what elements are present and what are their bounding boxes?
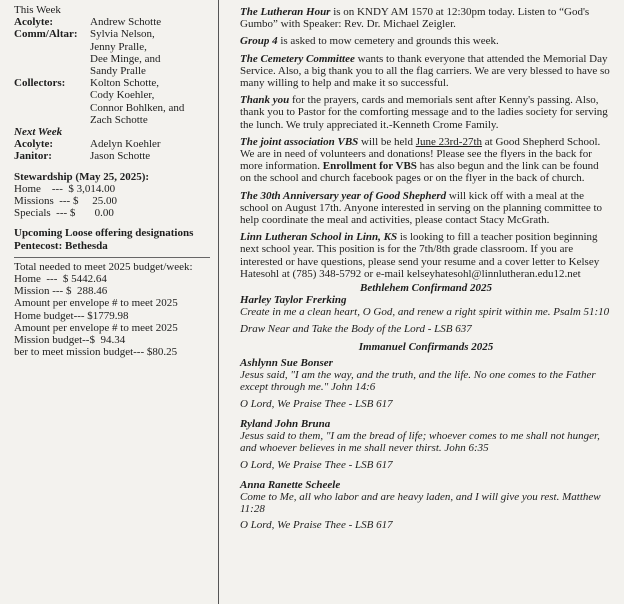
duty-row [14, 138, 208, 150]
duty-name: Dee Minge, and [90, 52, 161, 65]
announcement-lead: Linn Lutheran School in Linn, KS [240, 231, 398, 244]
vbs-enrollment: Enrollment for VBS [322, 160, 417, 173]
confirmand-hymn: O Lord, We Praise Thee - LSB 617 [240, 397, 393, 410]
confirmand-name: Harley Taylor Frerking [240, 294, 347, 307]
duty-role: Janitor: [14, 150, 52, 163]
announcement-text: will kick off with a meal at the school on August 17th. Anyone interested in serving on the planning committee to help coordinate the meal and activities, please contact Stacy McGrath. [240, 189, 603, 227]
duty-row [14, 150, 208, 162]
budget-line: Mission --- $ 288.46 [14, 285, 108, 298]
confirmand-verse: Jesus said to them, "I am the bread of life; whoever comes to me shall not hunger, and whoever believes in me shall never thirst. John 6:35 [240, 430, 600, 455]
duty-names [90, 16, 208, 28]
announcement-lead: The joint association VBS [240, 135, 359, 148]
column-divider [218, 0, 219, 604]
loose-offering-title: Upcoming Loose offering designations [14, 227, 194, 240]
confirmand-name: Anna Ranette Scheele [240, 478, 341, 491]
announcement-linn-lutheran [240, 231, 612, 280]
duty-names [90, 77, 208, 126]
duty-role: Comm/Altar: [14, 28, 78, 41]
announcement-lead: The Cemetery Committee [240, 52, 355, 65]
budget-line: Mission budget--$ 94.34 [14, 334, 126, 347]
duty-name: Jason Schotte [90, 150, 151, 163]
announcement-lead: Thank you [240, 94, 290, 107]
duty-name: Adelyn Koehler [90, 138, 161, 151]
duty-role: Collectors: [14, 77, 66, 90]
announcement-text: wants to thank everyone that attended the Memorial Day Service. Also, a big thank you to all the flag carriers. We are very blessed to have so many willing to help and make it so successful. [240, 52, 610, 90]
duty-name: Jenny Pralle, [90, 40, 147, 53]
duty-names [90, 28, 208, 77]
budget-line: Total needed to meet 2025 budget/week: [14, 260, 193, 273]
duty-row [14, 16, 208, 28]
right-column [240, 6, 612, 532]
budget-line: Amount per envelope # to meet 2025 [14, 321, 178, 334]
confirmand-hymn: O Lord, We Praise Thee - LSB 617 [240, 519, 393, 532]
duty-name: Connor Bohlken, and [90, 101, 185, 114]
stewardship-title: Stewardship (May 25, 2025): [14, 170, 150, 183]
duty-row [14, 28, 208, 77]
duty-row [14, 77, 208, 126]
duty-name: Kolton Schotte, [90, 77, 160, 90]
duty-name: Cody Koehler, [90, 89, 155, 102]
duty-role: Acolyte: [14, 16, 54, 29]
budget-line: Home --- $ 5442.64 [14, 273, 107, 286]
announcement-text: is on KNDY AM 1570 at 12:30pm today. Listen to “God's Gumbo” with Speaker: Rev. Dr. Michael Zeigler. [240, 6, 590, 31]
announcement-lutheran-hour [240, 6, 612, 30]
confirmand-verse: Create in me a clean heart, O God, and renew a right spirit within me. Psalm 51:10 [240, 306, 610, 319]
vbs-dates: June 23rd-27th [415, 135, 483, 148]
section-divider [14, 257, 210, 258]
confirmand-verse: Jesus said, "I am the way, and the truth, and the life. No one comes to the Father except through me." John 14:6 [240, 369, 596, 394]
announcement-text: will be held [358, 135, 416, 148]
announcement-text: has also begun and the link can be found on the school and church facebook pages or on the flyer in the back of church. [240, 160, 599, 185]
stewardship-line: Missions --- $ 25.00 [14, 195, 117, 208]
duty-name: Andrew Schotte [90, 16, 162, 29]
confirmand-name: Ashlynn Sue Bonser [240, 357, 333, 370]
announcement-lead: Group 4 [240, 35, 278, 48]
budget-line: Amount per envelope # to meet 2025 [14, 297, 178, 310]
duty-name: Sandy Pralle [90, 65, 146, 78]
announcement-thank-you [240, 94, 612, 131]
duty-name: Sylvia Nelson, [90, 28, 155, 41]
announcement-group-4 [240, 35, 612, 47]
announcement-text: at Good Shepherd School. We are in need of volunteers and donations! Please see the flyers in the back for more information. [240, 135, 601, 173]
announcement-vbs [240, 136, 612, 185]
stewardship-line: Specials --- $ 0.00 [14, 207, 114, 220]
next-week-label: Next Week [14, 126, 63, 139]
confirmand-verse: Come to Me, all who labor and are heavy laden, and I will give you rest. Matthew 11:28 [240, 490, 601, 516]
confirmand-name: Ryland John Bruna [240, 417, 331, 430]
this-week-label: This Week [14, 4, 61, 16]
duty-name: Zach Schotte [90, 113, 148, 126]
loose-offering-line: Pentecost: Bethesda [14, 239, 108, 252]
bethlehem-title: Bethlehem Confirmand 2025 [359, 282, 493, 295]
announcement-text: is looking to fill a teacher position beginning next school year. This position is for the 7th/8th grade classroom. If you are interested or have questions, please send your resume and a cover letter to Kelsey Hatesohl at (785) 348-5792 or e-mail kelseyhatesohl@linnlutheran.edu12.net [240, 231, 600, 280]
budget-line: ber to meet mission budget--- $80.25 [14, 346, 178, 359]
announcement-text: for the prayers, cards and memorials sent after Kenny's passing. Also, thank you to Pastor for the comforting message and to the ladies society for serving the lunch. We truly appreciated it.-Kenneth Crome Family. [240, 94, 608, 131]
immanuel-title: Immanuel Confirmands 2025 [358, 340, 494, 353]
announcement-lead: The Lutheran Hour [240, 6, 331, 18]
stewardship-line: Home --- $ 3,014.00 [14, 182, 116, 195]
announcement-anniversary [240, 190, 612, 227]
announcement-lead: The 30th Anniversary year of Good Shepherd [240, 189, 447, 202]
confirmand-hymn: O Lord, We Praise Thee - LSB 617 [240, 458, 393, 471]
confirmand-hymn: Draw Near and Take the Body of the Lord - LSB 637 [240, 322, 472, 335]
announcement-cemetery [240, 53, 612, 90]
left-column [14, 4, 208, 358]
duty-role: Acolyte: [14, 138, 54, 151]
budget-line: Home budget--- $1779.98 [14, 309, 129, 322]
announcement-text: is asked to mow cemetery and grounds this week. [277, 35, 499, 48]
